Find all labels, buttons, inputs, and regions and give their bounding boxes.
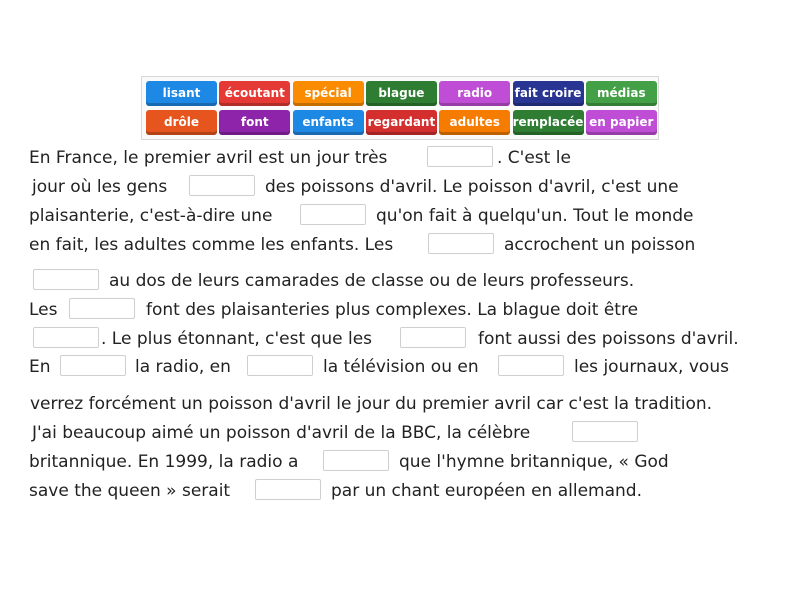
text-segment: que l'hymne britannique, « God bbox=[399, 452, 669, 472]
text-segment: britannique. En 1999, la radio a bbox=[29, 452, 299, 472]
answer-blank[interactable] bbox=[69, 298, 135, 319]
answer-blank[interactable] bbox=[498, 355, 564, 376]
answer-blank[interactable] bbox=[189, 175, 255, 196]
text-segment: jour où les gens bbox=[32, 177, 168, 197]
text-segment: au dos de leurs camarades de classe ou de leurs professeurs. bbox=[109, 271, 635, 291]
text-segment: qu'on fait à quelqu'un. Tout le monde bbox=[376, 206, 694, 226]
text-segment: En bbox=[29, 357, 51, 377]
text-segment: font des plaisanteries plus complexes. La blague doit être bbox=[146, 300, 639, 320]
answer-blank[interactable] bbox=[60, 355, 126, 376]
text-segment: verrez forcément un poisson d'avril le jour du premier avril car c'est la tradition. bbox=[30, 394, 713, 414]
text-segment: En France, le premier avril est un jour très bbox=[29, 148, 388, 168]
answer-blank[interactable] bbox=[255, 479, 321, 500]
text-segment: en fait, les adultes comme les enfants. Les bbox=[29, 235, 394, 255]
text-segment: la radio, en bbox=[135, 357, 231, 377]
text-segment: la télévision ou en bbox=[323, 357, 479, 377]
text-segment: les journaux, vous bbox=[574, 357, 729, 377]
answer-blank[interactable] bbox=[572, 421, 638, 442]
answer-blank[interactable] bbox=[400, 327, 466, 348]
answer-blank[interactable] bbox=[33, 327, 99, 348]
word-chip[interactable]: lisant bbox=[146, 81, 217, 106]
word-chip[interactable]: en papier bbox=[586, 110, 657, 135]
answer-blank[interactable] bbox=[323, 450, 389, 471]
word-chip[interactable]: regardant bbox=[366, 110, 437, 135]
word-chip[interactable]: spécial bbox=[293, 81, 364, 106]
word-chip[interactable]: fait croire bbox=[513, 81, 584, 106]
text-segment: des poissons d'avril. Le poisson d'avril, c'est une bbox=[265, 177, 679, 197]
word-chip[interactable]: drôle bbox=[146, 110, 217, 135]
word-chip[interactable]: adultes bbox=[439, 110, 510, 135]
word-bank bbox=[141, 76, 659, 140]
text-segment: Les bbox=[29, 300, 58, 320]
word-chip[interactable]: enfants bbox=[293, 110, 364, 135]
word-chip[interactable]: font bbox=[219, 110, 290, 135]
text-segment: par un chant européen en allemand. bbox=[331, 481, 642, 501]
answer-blank[interactable] bbox=[300, 204, 366, 225]
text-segment: J'ai beaucoup aimé un poisson d'avril de la BBC, la célèbre bbox=[32, 423, 531, 443]
word-chip[interactable]: écoutant bbox=[219, 81, 290, 106]
text-segment: accrochent un poisson bbox=[504, 235, 696, 255]
text-segment: save the queen » serait bbox=[29, 481, 231, 501]
word-chip[interactable]: remplacée bbox=[513, 110, 584, 135]
answer-blank[interactable] bbox=[427, 146, 493, 167]
text-segment: font aussi des poissons d'avril. bbox=[478, 329, 739, 349]
word-chip[interactable]: blague bbox=[366, 81, 437, 106]
text-segment: plaisanterie, c'est-à-dire une bbox=[29, 206, 273, 226]
text-segment: . C'est le bbox=[497, 148, 571, 168]
text-segment: . Le plus étonnant, c'est que les bbox=[101, 329, 373, 349]
word-chip[interactable]: médias bbox=[586, 81, 657, 106]
word-chip[interactable]: radio bbox=[439, 81, 510, 106]
answer-blank[interactable] bbox=[247, 355, 313, 376]
answer-blank[interactable] bbox=[428, 233, 494, 254]
answer-blank[interactable] bbox=[33, 269, 99, 290]
